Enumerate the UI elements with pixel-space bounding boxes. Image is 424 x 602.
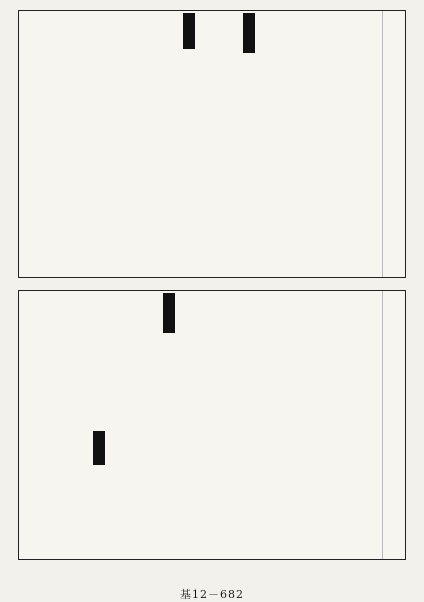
upper-subheading-1 (243, 13, 255, 53)
upper-page-panel (18, 10, 406, 278)
page-number-footer: 基12－682 (180, 588, 244, 601)
lower-page-panel (18, 290, 406, 560)
lower-header-column-2 (382, 291, 393, 559)
upper-body-text (23, 15, 381, 273)
lower-subheading-1 (163, 293, 175, 333)
lower-body-text (23, 295, 381, 555)
upper-header-column-2 (382, 11, 393, 277)
upper-header-column-1 (393, 11, 403, 277)
lower-subheading-2 (93, 431, 105, 465)
upper-subheading-2 (183, 13, 195, 49)
lower-header-column-1 (393, 291, 403, 559)
document-sheet (8, 6, 416, 601)
